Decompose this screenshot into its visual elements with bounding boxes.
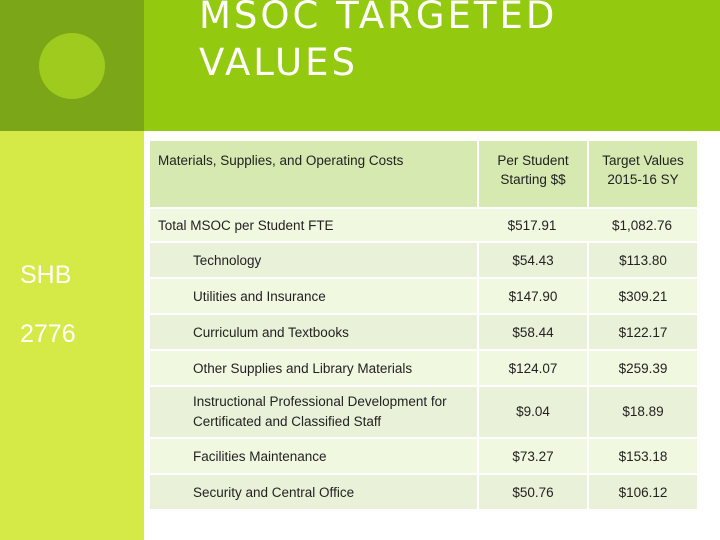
msoc-table bbox=[150, 139, 697, 511]
table-row bbox=[150, 351, 697, 385]
row-per-student: $147.90 bbox=[477, 279, 587, 313]
table-header-row bbox=[150, 141, 697, 207]
table-row bbox=[150, 387, 697, 437]
row-label: Security and Central Office bbox=[150, 475, 477, 509]
row-target: $106.12 bbox=[587, 475, 697, 509]
row-per-student: $9.04 bbox=[477, 387, 587, 437]
row-label: Curriculum and Textbooks bbox=[150, 315, 477, 349]
bill-label: SHB bbox=[20, 261, 72, 289]
row-label: Other Supplies and Library Materials bbox=[150, 351, 477, 385]
table-row bbox=[150, 315, 697, 349]
row-label: Technology bbox=[150, 243, 477, 277]
decorative-circle bbox=[39, 33, 105, 99]
row-target: $113.80 bbox=[587, 243, 697, 277]
bill-number: 2776 bbox=[20, 320, 76, 348]
row-target: $259.39 bbox=[587, 351, 697, 385]
row-per-student: $50.76 bbox=[477, 475, 587, 509]
slide-title: MSOC TARGETED VALUES bbox=[199, 0, 558, 84]
total-per-student: $517.91 bbox=[477, 209, 587, 241]
row-per-student: $58.44 bbox=[477, 315, 587, 349]
row-target: $153.18 bbox=[587, 439, 697, 473]
total-target: $1,082.76 bbox=[587, 209, 697, 241]
table-row bbox=[150, 439, 697, 473]
row-per-student: $54.43 bbox=[477, 243, 587, 277]
table-row bbox=[150, 475, 697, 509]
row-per-student: $124.07 bbox=[477, 351, 587, 385]
row-target: $18.89 bbox=[587, 387, 697, 437]
table-row bbox=[150, 243, 697, 277]
row-label: Facilities Maintenance bbox=[150, 439, 477, 473]
row-target: $122.17 bbox=[587, 315, 697, 349]
header-category: Materials, Supplies, and Operating Costs bbox=[150, 141, 477, 207]
total-row bbox=[150, 209, 697, 241]
row-label: Instructional Professional Development for Certificated and Classified Staff bbox=[150, 387, 477, 437]
header-target: Target Values 2015-16 SY bbox=[587, 141, 697, 207]
table-row bbox=[150, 279, 697, 313]
row-label: Utilities and Insurance bbox=[150, 279, 477, 313]
row-target: $309.21 bbox=[587, 279, 697, 313]
total-label: Total MSOC per Student FTE bbox=[150, 209, 477, 241]
header-per-student: Per Student Starting $$ bbox=[477, 141, 587, 207]
row-per-student: $73.27 bbox=[477, 439, 587, 473]
